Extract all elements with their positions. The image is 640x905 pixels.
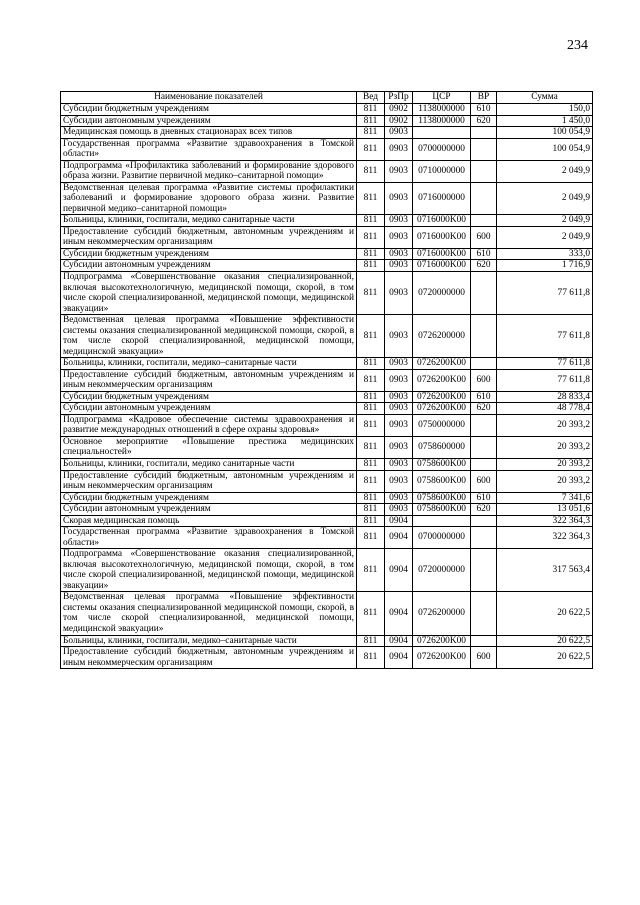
table-row	[61, 127, 593, 139]
table-row	[61, 271, 593, 314]
cell-vr: 620	[471, 403, 497, 415]
cell-csr: 0720000000	[413, 549, 471, 592]
cell-name: Медицинская помощь в дневных стационарах всех типов	[61, 127, 357, 139]
page-number: 234	[567, 38, 588, 53]
table-row	[61, 414, 593, 436]
cell-rzpr: 0904	[385, 635, 413, 647]
cell-csr: 0758600000	[413, 436, 471, 458]
cell-rzpr: 0903	[385, 226, 413, 248]
cell-sum: 13 051,6	[497, 504, 593, 516]
table-row	[61, 226, 593, 248]
cell-name: Субсидии автономным учреждениям	[61, 260, 357, 272]
table-row	[61, 592, 593, 635]
cell-rzpr: 0903	[385, 459, 413, 471]
cell-vr: 610	[471, 391, 497, 403]
cell-vr	[471, 160, 497, 182]
cell-sum: 7 341,6	[497, 492, 593, 504]
cell-sum: 2 049,9	[497, 215, 593, 227]
cell-csr: 0726200K00	[413, 358, 471, 370]
cell-sum: 20 393,2	[497, 459, 593, 471]
cell-vr	[471, 138, 497, 160]
cell-name: Больницы, клиники, госпитали, медико санитарные части	[61, 215, 357, 227]
table-row	[61, 504, 593, 516]
cell-vr: 610	[471, 492, 497, 504]
cell-csr: 0758600K00	[413, 504, 471, 516]
table-row	[61, 527, 593, 549]
header-ved: Вед	[357, 92, 385, 104]
cell-ved: 811	[357, 248, 385, 260]
table-row	[61, 391, 593, 403]
cell-name: Субсидии автономным учреждениям	[61, 504, 357, 516]
cell-sum: 77 611,8	[497, 271, 593, 314]
table-row	[61, 647, 593, 669]
cell-name: Субсидии автономным учреждениям	[61, 403, 357, 415]
cell-sum: 48 778,4	[497, 403, 593, 415]
cell-csr: 0726200K00	[413, 403, 471, 415]
cell-rzpr: 0903	[385, 315, 413, 358]
cell-ved: 811	[357, 138, 385, 160]
header-csr: ЦСР	[413, 92, 471, 104]
cell-ved: 811	[357, 527, 385, 549]
budget-table	[60, 91, 593, 669]
cell-vr	[471, 515, 497, 527]
header-name: Наименование показателей	[61, 92, 357, 104]
cell-name: Ведомственная целевая программа «Повышение эффективности системы оказания специализированной медицинской помощи, скорой, в том числе скорой специализированной, медицинской помощи, медицинской эвакуации»	[61, 315, 357, 358]
cell-rzpr: 0903	[385, 138, 413, 160]
cell-rzpr: 0903	[385, 182, 413, 215]
cell-ved: 811	[357, 414, 385, 436]
cell-name: Предоставление субсидий бюджетным, автономным учреждениям и иным некоммерческим организациям	[61, 647, 357, 669]
cell-vr	[471, 315, 497, 358]
cell-csr: 0716000K00	[413, 248, 471, 260]
table-row	[61, 315, 593, 358]
cell-name: Субсидии бюджетным учреждениям	[61, 391, 357, 403]
cell-ved: 811	[357, 226, 385, 248]
cell-vr: 620	[471, 115, 497, 127]
cell-rzpr: 0903	[385, 504, 413, 516]
cell-name: Больницы, клиники, госпитали, медико–санитарные части	[61, 635, 357, 647]
cell-vr: 620	[471, 260, 497, 272]
cell-csr: 0720000000	[413, 271, 471, 314]
cell-name: Ведомственная целевая программа «Развитие системы профилактики заболеваний и формирование здорового образа жизни. Развитие первичной медико–санитарной помощи»	[61, 182, 357, 215]
cell-csr: 0726200000	[413, 592, 471, 635]
cell-csr: 1138000000	[413, 104, 471, 116]
cell-ved: 811	[357, 160, 385, 182]
header-rzpr: РзПр	[385, 92, 413, 104]
cell-rzpr: 0903	[385, 260, 413, 272]
cell-sum: 2 049,9	[497, 160, 593, 182]
cell-name: Субсидии бюджетным учреждениям	[61, 248, 357, 260]
table-row	[61, 635, 593, 647]
cell-vr	[471, 182, 497, 215]
cell-ved: 811	[357, 470, 385, 492]
cell-ved: 811	[357, 182, 385, 215]
cell-vr: 620	[471, 504, 497, 516]
cell-vr	[471, 414, 497, 436]
cell-vr: 600	[471, 470, 497, 492]
cell-ved: 811	[357, 549, 385, 592]
cell-name: Субсидии бюджетным учреждениям	[61, 492, 357, 504]
cell-ved: 811	[357, 369, 385, 391]
cell-vr	[471, 436, 497, 458]
cell-sum: 20 393,2	[497, 436, 593, 458]
cell-rzpr: 0904	[385, 515, 413, 527]
cell-csr: 0716000K00	[413, 260, 471, 272]
cell-sum: 20 622,5	[497, 592, 593, 635]
cell-vr	[471, 459, 497, 471]
cell-sum: 333,0	[497, 248, 593, 260]
cell-csr: 0716000000	[413, 182, 471, 215]
cell-ved: 811	[357, 271, 385, 314]
cell-csr: 0700000000	[413, 527, 471, 549]
cell-csr	[413, 127, 471, 139]
cell-csr	[413, 515, 471, 527]
cell-sum: 150,0	[497, 104, 593, 116]
cell-vr: 600	[471, 226, 497, 248]
cell-vr	[471, 271, 497, 314]
cell-rzpr: 0904	[385, 592, 413, 635]
table-row	[61, 260, 593, 272]
cell-ved: 811	[357, 492, 385, 504]
cell-rzpr: 0903	[385, 436, 413, 458]
cell-csr: 0726200K00	[413, 647, 471, 669]
cell-sum: 20 393,2	[497, 414, 593, 436]
table-row	[61, 358, 593, 370]
cell-sum: 20 622,5	[497, 647, 593, 669]
cell-ved: 811	[357, 127, 385, 139]
cell-ved: 811	[357, 315, 385, 358]
cell-rzpr: 0903	[385, 414, 413, 436]
cell-csr: 0758600K00	[413, 459, 471, 471]
cell-vr: 600	[471, 647, 497, 669]
header-vr: ВР	[471, 92, 497, 104]
cell-name: Государственная программа «Развитие здравоохранения в Томской области»	[61, 527, 357, 549]
cell-vr: 610	[471, 104, 497, 116]
table-row	[61, 436, 593, 458]
cell-name: Предоставление субсидий бюджетным, автономным учреждениям и иным некоммерческим организациям	[61, 369, 357, 391]
cell-name: Основное мероприятие «Повышение престижа медицинских специальностей»	[61, 436, 357, 458]
cell-vr	[471, 635, 497, 647]
cell-sum: 77 611,8	[497, 358, 593, 370]
cell-rzpr: 0903	[385, 248, 413, 260]
cell-ved: 811	[357, 104, 385, 116]
cell-rzpr: 0902	[385, 104, 413, 116]
cell-sum: 28 833,4	[497, 391, 593, 403]
cell-vr: 600	[471, 369, 497, 391]
cell-name: Предоставление субсидий бюджетным, автономным учреждениям и иным некоммерческим организациям	[61, 470, 357, 492]
cell-rzpr: 0903	[385, 160, 413, 182]
cell-csr: 0726200K00	[413, 391, 471, 403]
cell-name: Субсидии бюджетным учреждениям	[61, 104, 357, 116]
cell-ved: 811	[357, 115, 385, 127]
cell-vr	[471, 592, 497, 635]
cell-csr: 0726200K00	[413, 635, 471, 647]
cell-vr: 610	[471, 248, 497, 260]
cell-name: Больницы, клиники, госпитали, медико санитарные части	[61, 459, 357, 471]
cell-sum: 20 393,2	[497, 470, 593, 492]
table-row	[61, 515, 593, 527]
cell-csr: 1138000000	[413, 115, 471, 127]
cell-csr: 0716000K00	[413, 215, 471, 227]
cell-vr	[471, 127, 497, 139]
cell-sum: 317 563,4	[497, 549, 593, 592]
table-row	[61, 104, 593, 116]
cell-csr: 0700000000	[413, 138, 471, 160]
cell-csr: 0726200K00	[413, 369, 471, 391]
cell-name: Подпрограмма «Совершенствование оказания специализированной, включая высокотехнологичную, медицинской помощи, скорой, в том числе скорой специализированной, медицинской помощи, медицинской эвакуации»	[61, 271, 357, 314]
cell-sum: 100 054,9	[497, 127, 593, 139]
cell-name: Подпрограмма «Совершенствование оказания специализированной, включая высокотехнологичную, медицинской помощи, скорой, в том числе скорой специализированной, медицинской помощи, медицинской эвакуации»	[61, 549, 357, 592]
table-row	[61, 492, 593, 504]
cell-rzpr: 0904	[385, 549, 413, 592]
cell-sum: 2 049,9	[497, 182, 593, 215]
cell-name: Подпрограмма «Профилактика заболеваний и формирование здорового образа жизни. Развитие первичной медико–санитарной помощи»	[61, 160, 357, 182]
cell-csr: 0716000K00	[413, 226, 471, 248]
table-row	[61, 248, 593, 260]
cell-vr	[471, 549, 497, 592]
cell-sum: 2 049,9	[497, 226, 593, 248]
cell-ved: 811	[357, 635, 385, 647]
header-sum: Сумма	[497, 92, 593, 104]
cell-ved: 811	[357, 436, 385, 458]
cell-name: Субсидии автономным учреждениям	[61, 115, 357, 127]
cell-name: Предоставление субсидий бюджетным, автономным учреждениям и иным некоммерческим организациям	[61, 226, 357, 248]
cell-ved: 811	[357, 515, 385, 527]
cell-csr: 0758600K00	[413, 470, 471, 492]
cell-csr: 0758600K00	[413, 492, 471, 504]
cell-rzpr: 0903	[385, 127, 413, 139]
table-row	[61, 459, 593, 471]
table-row	[61, 470, 593, 492]
cell-vr	[471, 527, 497, 549]
cell-ved: 811	[357, 504, 385, 516]
cell-rzpr: 0902	[385, 115, 413, 127]
cell-rzpr: 0903	[385, 215, 413, 227]
cell-rzpr: 0903	[385, 492, 413, 504]
cell-vr	[471, 215, 497, 227]
table-header-row	[61, 92, 593, 104]
table-row	[61, 138, 593, 160]
cell-rzpr: 0903	[385, 369, 413, 391]
cell-sum: 77 611,8	[497, 369, 593, 391]
cell-ved: 811	[357, 260, 385, 272]
cell-vr	[471, 358, 497, 370]
cell-rzpr: 0903	[385, 271, 413, 314]
table-body	[61, 104, 593, 669]
cell-csr: 0710000000	[413, 160, 471, 182]
cell-sum: 100 054,9	[497, 138, 593, 160]
table-row	[61, 115, 593, 127]
cell-sum: 20 622,5	[497, 635, 593, 647]
cell-rzpr: 0904	[385, 527, 413, 549]
cell-sum: 322 364,3	[497, 515, 593, 527]
cell-name: Ведомственная целевая программа «Повышение эффективности системы оказания специализированной медицинской помощи, скорой, в том числе скорой специализированной, медицинской помощи, медицинской эвакуации»	[61, 592, 357, 635]
cell-ved: 811	[357, 391, 385, 403]
cell-rzpr: 0903	[385, 470, 413, 492]
cell-rzpr: 0903	[385, 403, 413, 415]
table-row	[61, 549, 593, 592]
table-row	[61, 160, 593, 182]
cell-name: Больницы, клиники, госпитали, медико–санитарные части	[61, 358, 357, 370]
cell-name: Подпрограмма «Кадровое обеспечение системы здравоохранения и развитие международных отношений в сфере охраны здоровья»	[61, 414, 357, 436]
table-row	[61, 369, 593, 391]
table-row	[61, 182, 593, 215]
cell-sum: 1 716,9	[497, 260, 593, 272]
cell-csr: 0750000000	[413, 414, 471, 436]
cell-name: Скорая медицинская помощь	[61, 515, 357, 527]
cell-rzpr: 0903	[385, 391, 413, 403]
cell-ved: 811	[357, 592, 385, 635]
cell-sum: 322 364,3	[497, 527, 593, 549]
cell-sum: 1 450,0	[497, 115, 593, 127]
table-row	[61, 403, 593, 415]
cell-rzpr: 0904	[385, 647, 413, 669]
cell-sum: 77 611,8	[497, 315, 593, 358]
cell-rzpr: 0903	[385, 358, 413, 370]
cell-name: Государственная программа «Развитие здравоохранения в Томской области»	[61, 138, 357, 160]
cell-ved: 811	[357, 647, 385, 669]
cell-csr: 0726200000	[413, 315, 471, 358]
cell-ved: 811	[357, 459, 385, 471]
cell-ved: 811	[357, 358, 385, 370]
cell-ved: 811	[357, 403, 385, 415]
cell-ved: 811	[357, 215, 385, 227]
table-row	[61, 215, 593, 227]
